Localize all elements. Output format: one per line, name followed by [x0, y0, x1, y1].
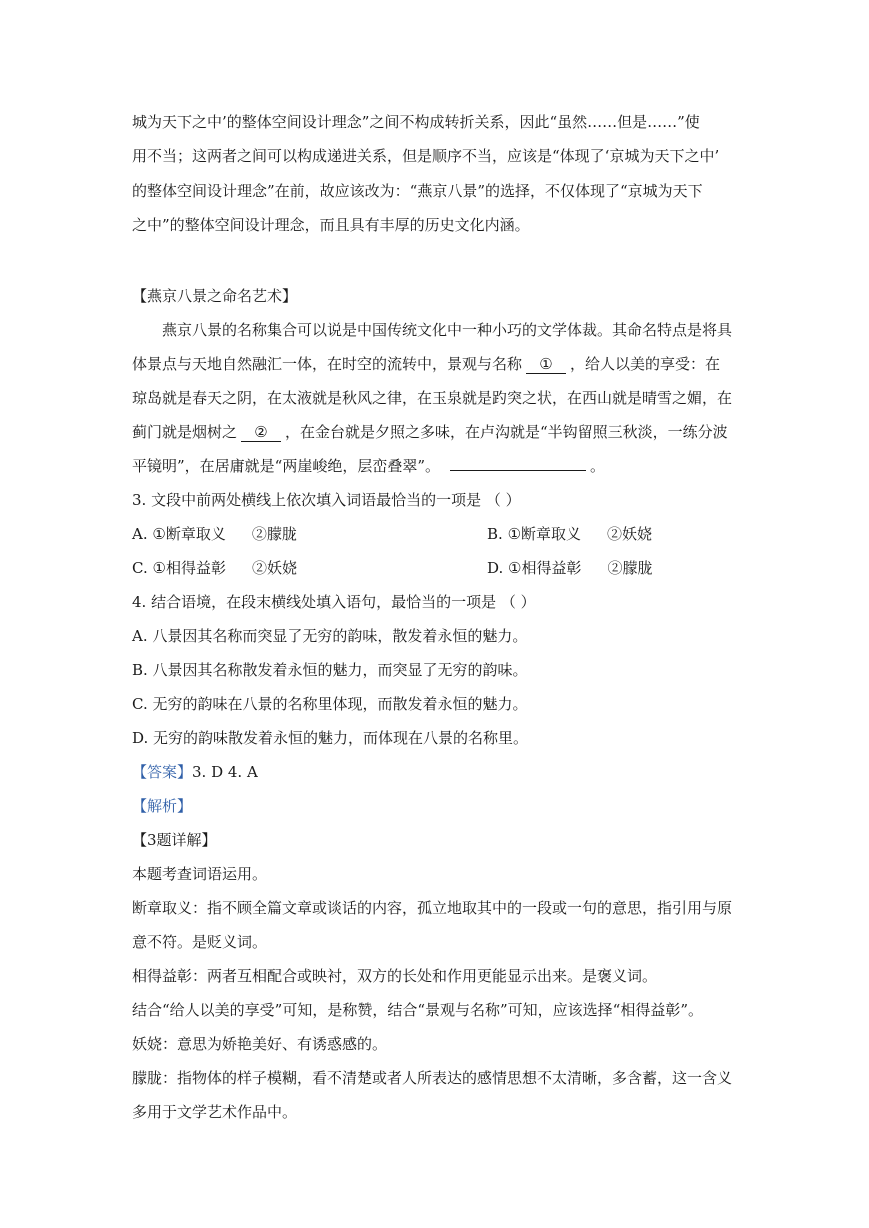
question-4-stem: 4. 结合语境，在段末横线处填入语句，最恰当的一项是 （ ）	[132, 593, 536, 611]
question-3-stem: 3. 文段中前两处横线上依次填入词语最恰当的一项是 （ ）	[132, 491, 521, 509]
option-label: C.	[132, 559, 148, 577]
q3-option-c	[132, 557, 752, 579]
option-word-2: ②朦胧	[251, 525, 297, 543]
q3-option-d	[487, 557, 653, 579]
passage-text: ，给人以美的享受：在	[570, 355, 721, 373]
analysis-line-6: 妖娆：意思为娇艳美好、有诱惑感的。	[132, 1035, 388, 1053]
blank-1: ①	[526, 355, 566, 374]
intro-line-2: 用不当；这两者之间可以构成递进关系，但是顺序不当，应该是“体现了‘京城为天下之中’	[132, 147, 720, 165]
answer-label: 【答案】	[132, 763, 193, 781]
passage-line-5	[132, 455, 752, 477]
option-word-1: ①断章取义	[152, 525, 226, 543]
q4-option-a: A. 八景因其名称而突显了无穷的韵味，散发着永恒的魅力。	[132, 627, 528, 645]
analysis-line-3: 意不符。是贬义词。	[132, 933, 268, 951]
analysis-line-7: 朦胧：指物体的样子模糊，看不清楚或者人所表达的感情思想不太清晰，多含蓄，这一含义	[132, 1069, 733, 1087]
option-word-1: ①相得益彰	[152, 559, 226, 577]
analysis-line-8: 多用于文学艺术作品中。	[132, 1103, 298, 1121]
option-label: D.	[487, 559, 504, 577]
analysis-line-4: 相得益彰：两者互相配合或映衬，双方的长处和作用更能显示出来。是褒义词。	[132, 967, 658, 985]
option-word-1: ①断章取义	[507, 525, 582, 543]
analysis-subheading: 【3题详解】	[132, 831, 217, 849]
q4-option-d: D. 无穷的韵味散发着永恒的魅力，而体现在八景的名称里。	[132, 729, 529, 747]
intro-line-1: 城为天下之中’的整体空间设计理念”之间不构成转折关系，因此“虽然……但是……”使	[132, 113, 700, 131]
q4-option-c: C. 无穷的韵味在八景的名称里体现，而散发着永恒的魅力。	[132, 695, 528, 713]
analysis-label: 【解析】	[132, 797, 193, 815]
q3-option-b	[487, 523, 652, 545]
passage-line-1: 燕京八景的名称集合可以说是中国传统文化中一种小巧的文学体裁。其命名特点是将具	[162, 321, 733, 339]
passage-text: 蓟门就是烟树之	[132, 423, 238, 441]
option-label: A.	[132, 525, 148, 543]
passage-line-4	[132, 421, 752, 443]
passage-line-2	[132, 353, 752, 375]
blank-2: ②	[241, 423, 281, 442]
q3-option-a	[132, 523, 752, 545]
passage-text: 。	[590, 457, 606, 475]
passage-line-3: 琼岛就是春天之阴，在太液就是秋风之律，在玉泉就是趵突之状，在西山就是晴雪之媚，在	[132, 389, 733, 407]
section-heading: 【燕京八景之命名艺术】	[132, 287, 298, 305]
analysis-line-1: 本题考查词语运用。	[132, 865, 268, 883]
q4-option-b: B. 八景因其名称散发着永恒的魅力，而突显了无穷的韵味。	[132, 661, 528, 679]
option-word-1: ①相得益彰	[508, 559, 582, 577]
option-word-2: ②朦胧	[607, 559, 653, 577]
answer-text: 3. D 4. A	[192, 763, 258, 781]
analysis-line-5: 结合“给人以美的享受”可知，是称赞，结合“景观与名称”可知，应该选择“相得益彰”。	[132, 1001, 704, 1019]
passage-text: 平镜明”，在居庸就是“两崖峻绝，层峦叠翠”。	[132, 457, 441, 475]
analysis-line-2: 断章取义：指不顾全篇文章或谈话的内容，孤立地取其中的一段或一句的意思，指引用与原	[132, 899, 733, 917]
answer-line	[132, 761, 752, 783]
option-label: B.	[487, 525, 503, 543]
passage-text: 体景点与天地自然融汇一体，在时空的流转中，景观与名称	[132, 355, 523, 373]
blank-3	[450, 470, 586, 471]
option-word-2: ②妖娆	[607, 525, 653, 543]
intro-line-3: 的整体空间设计理念”在前，故应该改为：“燕京八景”的选择，不仅体现了“京城为天下	[132, 182, 703, 200]
passage-text: ，在金台就是夕照之多味，在卢沟就是“半钩留照三秋淡，一练分波	[285, 423, 728, 441]
option-word-2: ②妖娆	[251, 559, 297, 577]
intro-line-4: 之中”的整体空间设计理念，而且具有丰厚的历史文化内涵。	[132, 216, 530, 234]
